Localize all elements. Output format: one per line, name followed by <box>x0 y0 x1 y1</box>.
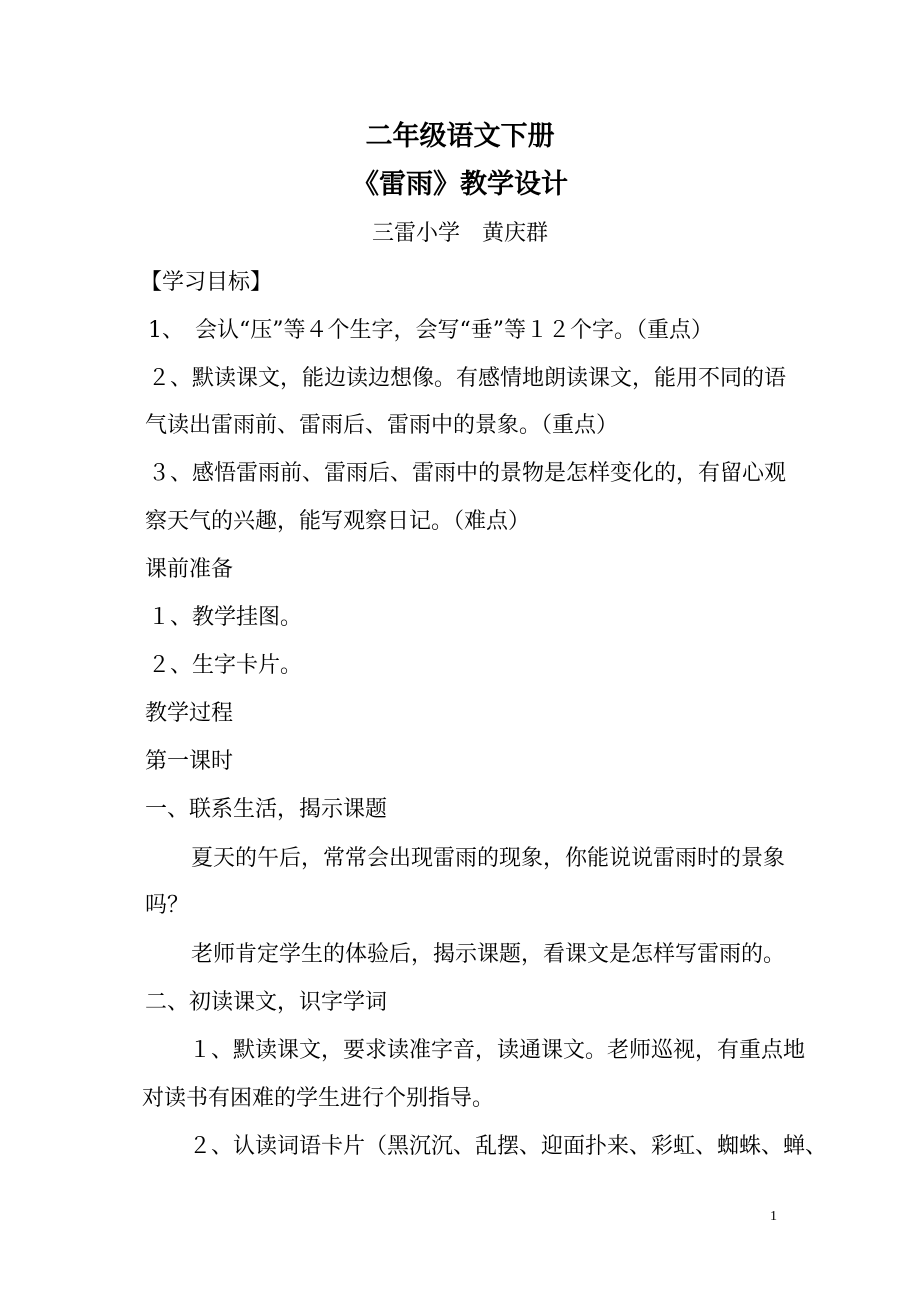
author-line: 三雷小学 黄庆群 <box>371 221 548 246</box>
part-2-paragraph-1-line2: 对读书有困难的学生进行个别指导。 <box>142 1086 495 1111</box>
part-2-heading: 二、初读课文，识字学词 <box>145 990 388 1015</box>
process-heading: 教学过程 <box>145 701 234 726</box>
part-1-paragraph-1-line2: 吗？ <box>145 893 190 918</box>
part-1-paragraph-2: 老师肯定学生的体验后，揭示课题，看课文是怎样写雷雨的。 <box>191 942 786 967</box>
goal-2-line1: ２、默读课文，能边读边想像。有感情地朗读课文，能用不同的语 <box>148 366 787 391</box>
prep-heading: 课前准备 <box>145 557 234 582</box>
prep-item-1: １、教学挂图。 <box>148 605 303 630</box>
part-2-paragraph-1-line1: １、默读课文，要求读准字音，读通课文。老师巡视，有重点地 <box>189 1038 806 1063</box>
document-title-line2: 《雷雨》教学设计 <box>352 169 568 200</box>
goal-3-line2: 察天气的兴趣，能写观察日记。（难点） <box>145 509 531 534</box>
part-1-heading: 一、联系生活，揭示课题 <box>145 797 388 822</box>
goal-3-line1: ３、感悟雷雨前、雷雨后、雷雨中的景物是怎样变化的，有留心观 <box>148 461 787 486</box>
prep-item-2: ２、生字卡片。 <box>148 653 303 678</box>
document-title-line1: 二年级语文下册 <box>365 121 555 152</box>
goal-1: 1、 会认“压”等４个生字，会写“垂”等１２个字。（重点） <box>148 318 713 343</box>
lesson-1-heading: 第一课时 <box>145 749 234 774</box>
page-number: 1 <box>770 1209 777 1224</box>
goal-2-line2: 气读出雷雨前、雷雨后、雷雨中的景象。（重点） <box>145 413 619 438</box>
goals-heading: 【学习目标】 <box>140 270 273 295</box>
part-1-paragraph-1-line1: 夏天的午后，常常会出现雷雨的现象，你能说说雷雨时的景象 <box>191 846 786 871</box>
part-2-paragraph-2: ２、认读词语卡片（黑沉沉、乱摆、迎面扑来、彩虹、蜘蛛、蝉、 <box>189 1134 828 1159</box>
